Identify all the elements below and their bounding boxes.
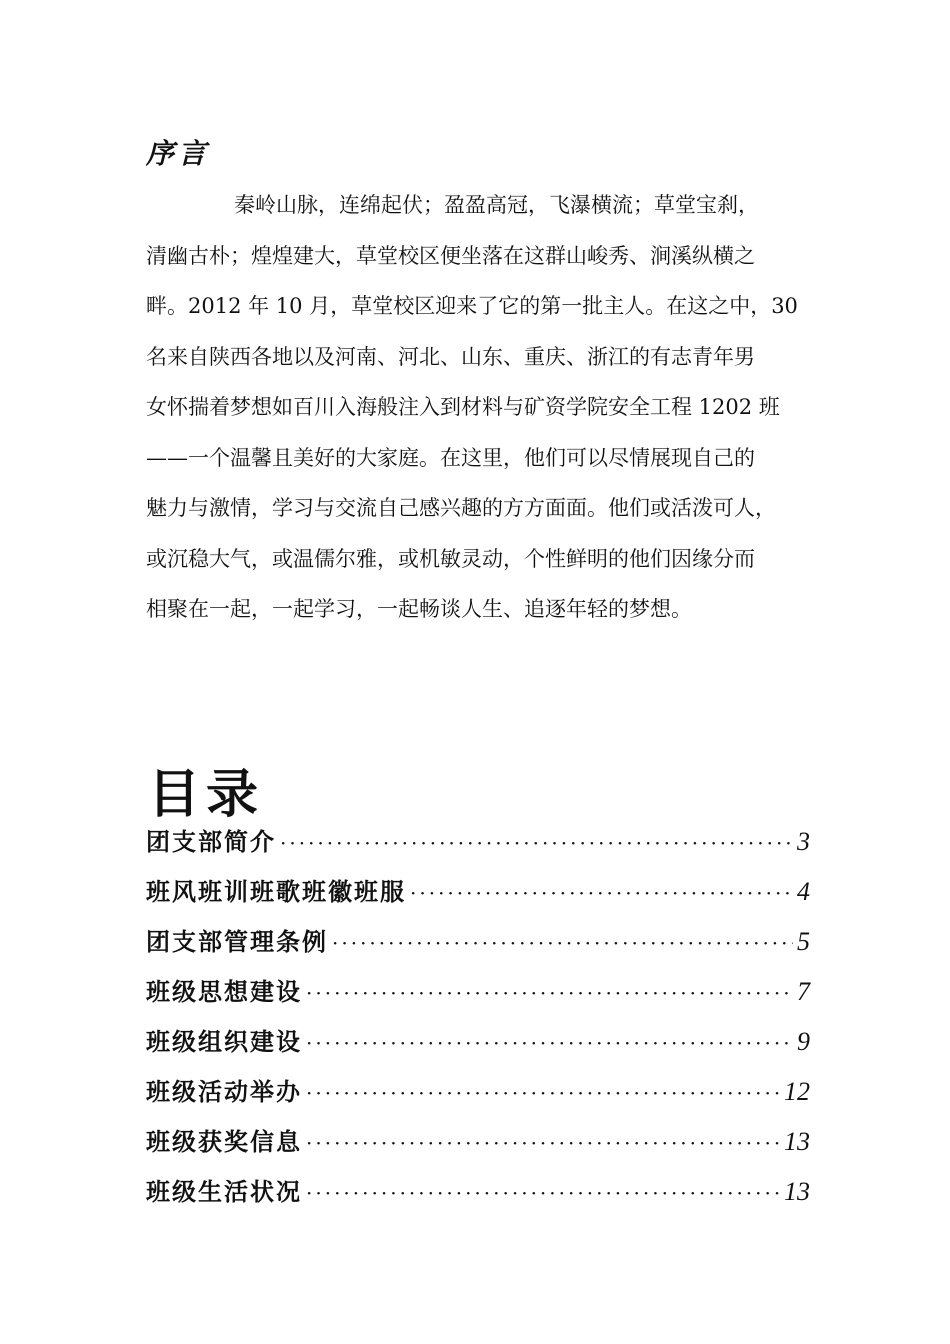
toc-dot-leader xyxy=(306,1131,780,1155)
toc-dot-leader xyxy=(306,1181,780,1205)
preface-line: 名来自陕西各地以及河南、河北、山东、重庆、浙江的有志青年男 xyxy=(146,344,755,369)
toc-entry-management-rules[interactable] xyxy=(146,922,810,972)
preface-line: 魅力与激情，学习与交流自己感兴趣的方方面面。他们或活泼可人， xyxy=(146,496,776,520)
toc-entry-class-style[interactable] xyxy=(146,872,810,922)
toc-dot-leader xyxy=(280,831,793,855)
toc-entry-label: 团支部管理条例 xyxy=(146,928,328,956)
toc-entry-activities[interactable] xyxy=(146,1072,810,1122)
toc-entry-label: 班风班训班歌班徽班服 xyxy=(146,878,406,906)
toc-entry-organization-building[interactable] xyxy=(146,1022,810,1072)
preface-line: 相聚在一起，一起学习，一起畅谈人生、追逐年轻的梦想。 xyxy=(146,597,692,621)
preface-line: 或沉稳大气，或温儒尔雅，或机敏灵动，个性鲜明的他们因缘分而 xyxy=(146,546,755,571)
toc-entry-label: 班级活动举办 xyxy=(146,1078,302,1106)
preface-line: 畔。2012 年 10 月，草堂校区迎来了它的第一批主人。在这之中，30 xyxy=(146,294,798,318)
toc-entry-awards[interactable] xyxy=(146,1122,810,1172)
toc-dot-leader xyxy=(410,881,793,905)
preface-body xyxy=(146,180,808,635)
preface-title: 序言 xyxy=(146,137,211,170)
toc-entry-label: 班级获奖信息 xyxy=(146,1128,302,1156)
toc-page-number: 13 xyxy=(784,1177,810,1206)
toc-page-number: 7 xyxy=(797,977,810,1006)
preface-line: 秦岭山脉，连绵起伏；盈盈高冠，飞瀑横流；草堂宝刹， xyxy=(234,193,759,217)
preface-line: 女怀揣着梦想如百川入海般注入到材料与矿资学院安全工程 1202 班 xyxy=(146,395,780,419)
toc-page-number: 3 xyxy=(797,827,810,856)
toc-entry-ideology-building[interactable] xyxy=(146,972,810,1022)
toc-entry-label: 班级思想建设 xyxy=(146,978,302,1006)
toc-dot-leader xyxy=(332,931,793,955)
toc-title: 目录 xyxy=(148,765,265,825)
preface-line: 清幽古朴；煌煌建大，草堂校区便坐落在这群山峻秀、涧溪纵横之 xyxy=(146,243,755,268)
toc-entry-living-conditions[interactable] xyxy=(146,1172,810,1222)
toc-page-number: 13 xyxy=(784,1127,810,1156)
toc-dot-leader xyxy=(306,1031,793,1055)
toc-list xyxy=(146,822,810,1222)
preface-line: ——一个温馨且美好的大家庭。在这里，他们可以尽情展现自己的 xyxy=(146,445,755,470)
toc-dot-leader xyxy=(306,1081,780,1105)
toc-dot-leader xyxy=(306,981,793,1005)
toc-entry-label: 团支部简介 xyxy=(146,828,276,856)
toc-page-number: 5 xyxy=(797,927,810,956)
toc-page-number: 12 xyxy=(784,1077,810,1106)
toc-entry-label: 班级生活状况 xyxy=(146,1178,302,1206)
toc-page-number: 9 xyxy=(797,1027,810,1056)
toc-entry-team-branch-intro[interactable] xyxy=(146,822,810,872)
toc-page-number: 4 xyxy=(797,877,810,906)
toc-entry-label: 班级组织建设 xyxy=(146,1028,302,1056)
